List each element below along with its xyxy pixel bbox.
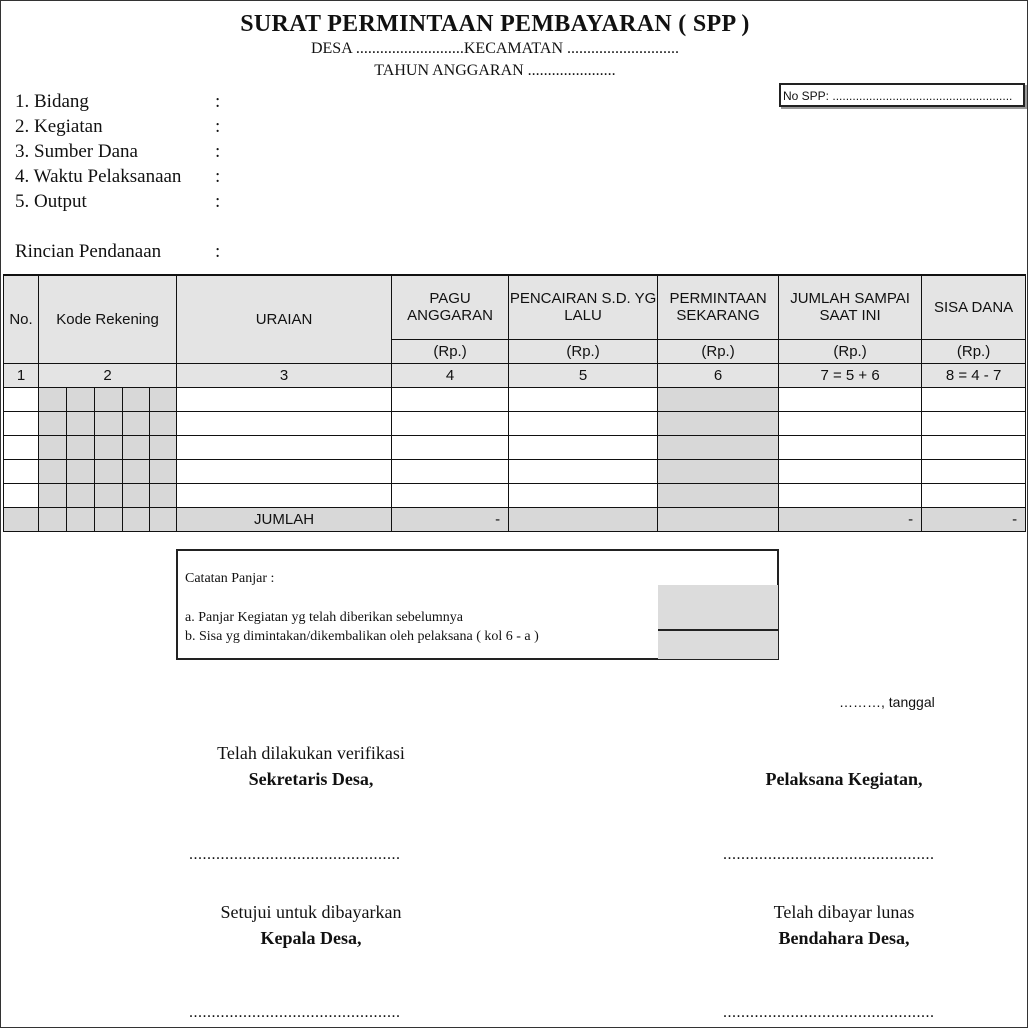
cell[interactable]	[4, 387, 39, 411]
total-row	[4, 507, 1026, 531]
cell[interactable]	[67, 435, 95, 459]
cell[interactable]	[95, 483, 123, 507]
cell[interactable]	[392, 435, 509, 459]
colnum-3: 3	[177, 363, 392, 387]
cell[interactable]	[177, 459, 392, 483]
header-permintaan: PERMINTAAN SEKARANG	[658, 275, 779, 339]
total-sisa: -	[922, 507, 1026, 531]
colnum-7: 7 = 5 + 6	[779, 363, 922, 387]
table-row	[4, 435, 1026, 459]
cell[interactable]	[123, 435, 150, 459]
cell	[4, 507, 39, 531]
cell[interactable]	[4, 435, 39, 459]
cell[interactable]	[4, 483, 39, 507]
field-waktu-colon: :	[215, 166, 221, 187]
header-uraian: URAIAN	[177, 275, 392, 363]
lunas-note: Telah dibayar lunas	[773, 902, 915, 922]
cell[interactable]	[177, 387, 392, 411]
unit-permintaan: (Rp.)	[658, 339, 779, 363]
cell[interactable]	[39, 459, 67, 483]
total-pagu: -	[392, 507, 509, 531]
cell[interactable]	[658, 459, 779, 483]
field-sumber-dana-colon: :	[215, 141, 221, 162]
verifikasi-note: Telah dilakukan verifikasi	[217, 743, 405, 763]
header-kode-rekening: Kode Rekening	[39, 275, 177, 363]
cell	[95, 507, 123, 531]
cell	[67, 507, 95, 531]
cell[interactable]	[658, 435, 779, 459]
cell[interactable]	[67, 387, 95, 411]
cell[interactable]	[39, 483, 67, 507]
field-output-label: 5. Output	[15, 191, 87, 212]
colnum-4: 4	[392, 363, 509, 387]
cell[interactable]	[922, 387, 1026, 411]
cell[interactable]	[658, 411, 779, 435]
cell[interactable]	[922, 411, 1026, 435]
bendahara-title: Bendahara Desa,	[778, 928, 910, 948]
catatan-value-a[interactable]	[658, 585, 778, 631]
cell[interactable]	[392, 483, 509, 507]
cell[interactable]	[95, 435, 123, 459]
cell[interactable]	[123, 483, 150, 507]
rincian-table	[3, 274, 1026, 532]
unit-jumlah: (Rp.)	[779, 339, 922, 363]
cell	[150, 507, 177, 531]
cell[interactable]	[150, 387, 177, 411]
field-rincian-label: Rincian Pendanaan	[15, 241, 162, 262]
table-row	[4, 411, 1026, 435]
total-jumlah: -	[779, 507, 922, 531]
colnum-6: 6	[658, 363, 779, 387]
pelaksana-signature-line: ...............................................	[723, 846, 935, 863]
field-bidang-label: 1. Bidang	[15, 91, 89, 112]
cell[interactable]	[779, 411, 922, 435]
tahun-anggaran-line: TAHUN ANGGARAN ......................	[374, 62, 616, 79]
sekretaris-title: Sekretaris Desa,	[248, 769, 374, 789]
cell[interactable]	[779, 435, 922, 459]
field-waktu-label: 4. Waktu Pelaksanaan	[15, 166, 182, 187]
colnum-2: 2	[39, 363, 177, 387]
cell[interactable]	[4, 411, 39, 435]
table-row	[4, 483, 1026, 507]
colnum-8: 8 = 4 - 7	[922, 363, 1026, 387]
catatan-value-b[interactable]	[658, 631, 778, 659]
cell[interactable]	[509, 483, 658, 507]
cell[interactable]	[779, 459, 922, 483]
cell[interactable]	[123, 387, 150, 411]
kepala-title: Kepala Desa,	[260, 928, 362, 948]
cell[interactable]	[150, 483, 177, 507]
desa-kecamatan-line: DESA ...........................KECAMATAN ............................	[310, 40, 680, 57]
cell[interactable]	[95, 459, 123, 483]
cell[interactable]	[67, 459, 95, 483]
cell[interactable]	[150, 411, 177, 435]
catatan-item-b: b. Sisa yg dimintakan/dikembalikan oleh pelaksana ( kol 6 - a )	[185, 629, 539, 644]
colnum-5: 5	[509, 363, 658, 387]
catatan-title: Catatan Panjar :	[185, 571, 275, 586]
field-kegiatan-label: 2. Kegiatan	[15, 116, 103, 137]
cell[interactable]	[392, 387, 509, 411]
field-sumber-dana-label: 3. Sumber Dana	[15, 141, 138, 162]
setujui-note: Setujui untuk dibayarkan	[220, 902, 402, 922]
table-row	[4, 387, 1026, 411]
cell[interactable]	[39, 435, 67, 459]
cell[interactable]	[4, 459, 39, 483]
cell[interactable]	[150, 459, 177, 483]
cell[interactable]	[658, 387, 779, 411]
colnum-1: 1	[4, 363, 39, 387]
field-output-colon: :	[215, 191, 221, 212]
cell	[123, 507, 150, 531]
unit-pagu: (Rp.)	[392, 339, 509, 363]
catatan-panjar-box	[176, 549, 779, 660]
unit-sisa: (Rp.)	[922, 339, 1026, 363]
form-title: SURAT PERMINTAAN PEMBAYARAN ( SPP )	[240, 11, 750, 37]
bendahara-signature-line: ...............................................	[723, 1004, 935, 1021]
cell	[39, 507, 67, 531]
header-jumlah: JUMLAH SAMPAI SAAT INI	[779, 275, 922, 339]
cell[interactable]	[95, 411, 123, 435]
cell[interactable]	[922, 483, 1026, 507]
no-spp-field[interactable]: No SPP: ......................................................	[779, 83, 1025, 107]
header-pencairan: PENCAIRAN S.D. YG LALU	[509, 275, 658, 339]
cell[interactable]	[67, 483, 95, 507]
total-label: JUMLAH	[177, 507, 392, 531]
cell[interactable]	[779, 387, 922, 411]
cell[interactable]	[95, 387, 123, 411]
cell[interactable]	[392, 459, 509, 483]
cell[interactable]	[658, 483, 779, 507]
field-bidang-colon: :	[215, 91, 221, 112]
header-pagu: PAGU ANGGARAN	[392, 275, 509, 339]
cell[interactable]	[177, 483, 392, 507]
cell[interactable]	[922, 435, 1026, 459]
tanggal-line: ………, tanggal	[839, 694, 935, 710]
cell[interactable]	[177, 435, 392, 459]
total-permintaan	[658, 507, 779, 531]
pelaksana-title: Pelaksana Kegiatan,	[765, 769, 923, 789]
header-no: No.	[4, 275, 39, 363]
field-rincian-colon: :	[215, 241, 221, 262]
cell[interactable]	[150, 435, 177, 459]
cell[interactable]	[509, 435, 658, 459]
header-sisa: SISA DANA	[922, 275, 1026, 339]
cell[interactable]	[123, 459, 150, 483]
cell[interactable]	[509, 411, 658, 435]
cell[interactable]	[509, 459, 658, 483]
cell[interactable]	[67, 411, 95, 435]
catatan-item-a: a. Panjar Kegiatan yg telah diberikan sebelumnya	[185, 610, 463, 625]
field-kegiatan-colon: :	[215, 116, 221, 137]
cell[interactable]	[392, 411, 509, 435]
cell[interactable]	[39, 387, 67, 411]
cell[interactable]	[779, 483, 922, 507]
cell[interactable]	[123, 411, 150, 435]
sekretaris-signature-line: ...............................................	[189, 846, 401, 863]
cell[interactable]	[509, 387, 658, 411]
table-row	[4, 459, 1026, 483]
unit-pencairan: (Rp.)	[509, 339, 658, 363]
kepala-signature-line: ...............................................	[189, 1004, 401, 1021]
cell[interactable]	[922, 459, 1026, 483]
cell[interactable]	[39, 411, 67, 435]
cell[interactable]	[177, 411, 392, 435]
total-pencairan	[509, 507, 658, 531]
